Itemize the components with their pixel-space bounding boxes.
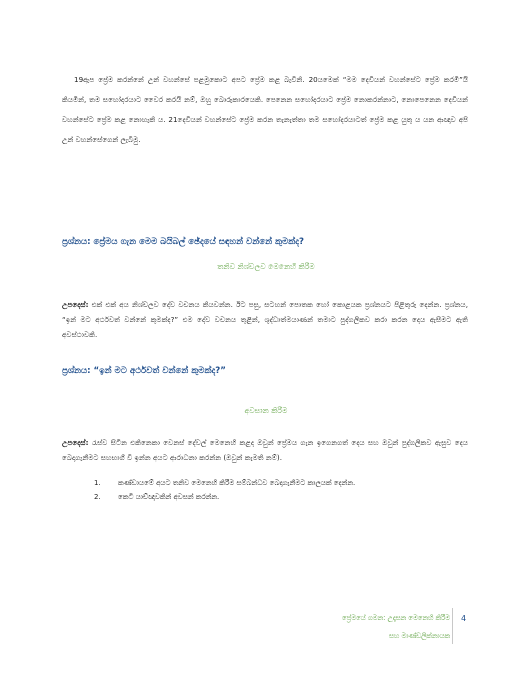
instructions-text-2: රැස්ව සිටින එකිනෙකා වෙනස් දේවල් මෙනෙහි කළද ඔවුන් ප්‍රේමය ගැන ඉගෙනගත් දෙය සහ ඔවුන් පුද්ගලිකව ඇසුව දෙය බෙදාගැනීමට සහභාගී වී ඉන්න අයට ආරාධනා කරන්න (ඔවුන් කැමති නම්). (62, 438, 468, 463)
intro-paragraph: 19ඇප ප්‍රේම කරන්නේ උන් වහන්සේ පළමුකොට අපට ප්‍රේම කළ බැවිනි. 20යමෙක් “මම දෙවියන් වහන්සේට ප්‍රේම කරමි”යි කියමින්, තම සහෝදරයාට වෛර කරයි නම්, ඔහු බොරුකාරයෙකි. පෙනෙන සහෝදරයාට ප්‍රේම නොකරන්නාට, නොපෙනෙන දෙවියන් වහන්සේට ප්‍රේම කළ නොහැකි ය. 21දෙවියන් වහන්සේට ප්‍රේම කරන තැනැත්තා තම සහෝදරයාටත් ප්‍රේම කළ යුතු ය යන ආඥාව අපි උන් වහන්සේගෙන් ලැබීමු. (62, 75, 468, 145)
question-heading-2: ප්‍රශ්නය: “ඉන් මට අර්ථවත් වන්නේ කුමක්ද?” (62, 366, 226, 376)
section-subheading-2: අවසාන කිරීම (244, 406, 288, 415)
page-number: 4 (461, 614, 467, 623)
question-heading-1: ප්‍රශ්නය: ප්‍රේමය ගැන මෙම බයිබල් ඡේදයේ සඳහන් වන්නේ කුමක්ද? (62, 237, 305, 247)
list-item-number: 1. (94, 479, 101, 487)
instructions-text-1: එක් එක් අය නිශ්චලව දේව වචනය කියවන්න. ඊට පසු, සටහන් පොතක හෝ කොළයක ප්‍රශ්නයට පිළිතුරු දෙන්න. ප්‍රශ්නය, “ඉන් මට අර්ථවත් වන්නේ කුමක්ද?” එම දේව වචනය තුළින්, ශුද්ධාත්මයාණන් තමාට පුද්ගලිකව කරා කරන දෙය ඇසීමට ඇති අවස්ථාවකි. (62, 300, 468, 340)
list-item (94, 490, 474, 504)
list-item-number: 2. (94, 493, 101, 501)
steps-list (94, 476, 474, 504)
instructions-paragraph-1 (62, 297, 468, 342)
list-item-text: කණ්ඩායමේ අයට තනිව මෙනෙහි කිරීම සම්බන්ධව බෙදාගැනීමට කාලයක් දෙන්න. (118, 479, 356, 487)
instructions-label-2: උපදෙස්: (62, 438, 89, 448)
list-item-text: කෙටි යාච්ඥාවකින් අවසන් කරන්න. (118, 493, 220, 501)
instructions-label-1: උපදෙස්: (62, 300, 89, 310)
footer-divider (452, 608, 453, 644)
footer-author: සහ මාණ්ඩලික්නායක (388, 632, 450, 640)
footer-title: ප්‍රේමයේ ගමන: උදෑසන මෙනෙහි කිරීම (342, 614, 450, 622)
instructions-paragraph-2 (62, 435, 468, 465)
list-item (94, 476, 474, 490)
section-subheading-1: තනිව නිශ්චලව මෙනෙහි කිරීම (217, 262, 315, 271)
